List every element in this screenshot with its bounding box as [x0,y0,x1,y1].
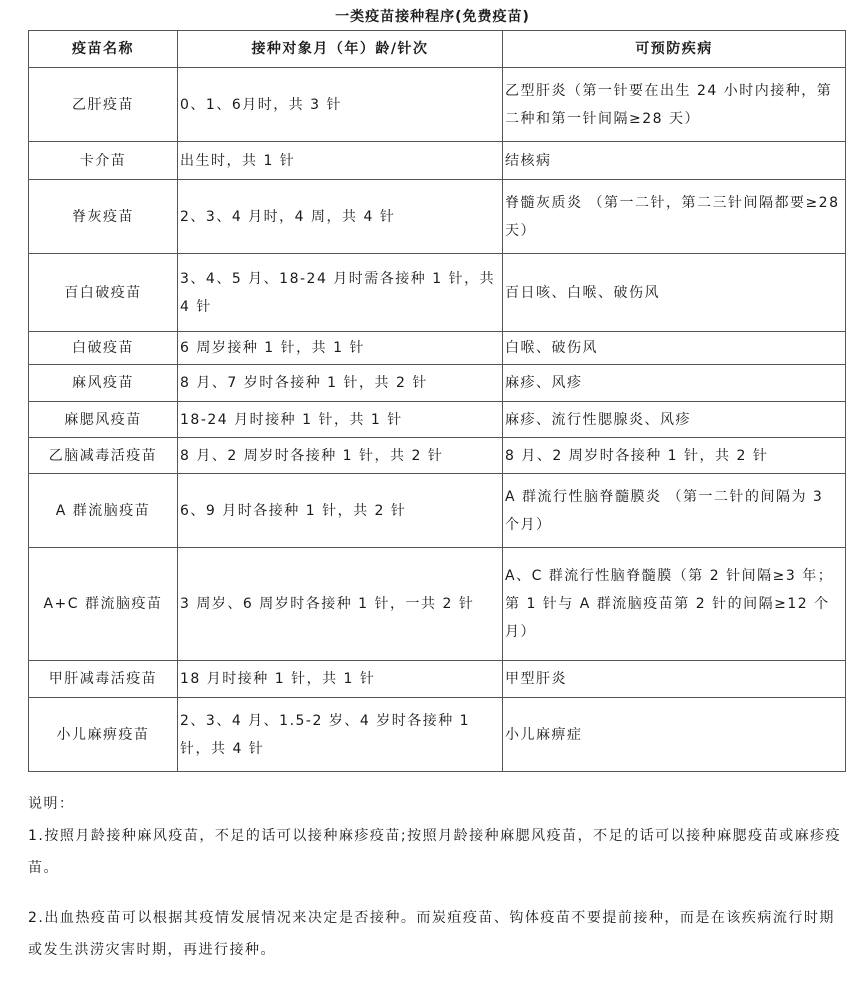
disease-cell: A、C 群流行性脑脊髓膜（第 2 针间隔≥3 年；第 1 针与 A 群流脑疫苗第 2 针的间隔≥12 个月） [503,548,846,661]
schedule-cell: 6 周岁接种 1 针，共 1 针 [178,332,503,365]
schedule-cell: 6、9 月时各接种 1 针，共 2 针 [178,474,503,548]
vaccine-name-cell: A+C 群流脑疫苗 [29,548,178,661]
disease-cell: 白喉、破伤风 [503,332,846,365]
table-row [29,68,846,142]
vaccine-name-cell: 小儿麻痹疫苗 [29,698,178,772]
schedule-cell: 18-24 月时接种 1 针，共 1 针 [178,402,503,438]
table-row [29,142,846,180]
vaccine-name-cell: 脊灰疫苗 [29,180,178,254]
table-row [29,254,846,332]
vaccine-name-cell: 乙肝疫苗 [29,68,178,142]
vaccine-name-cell: 百白破疫苗 [29,254,178,332]
schedule-cell: 2、3、4 月时，4 周，共 4 针 [178,180,503,254]
schedule-cell: 18 月时接种 1 针，共 1 针 [178,661,503,698]
table-header-row [29,31,846,68]
notes-heading: 说明： [28,796,75,812]
notes-section [28,788,850,966]
disease-cell: A 群流行性脑脊髓膜炎 （第一二针的间隔为 3 个月） [503,474,846,548]
disease-cell: 百日咳、白喉、破伤风 [503,254,846,332]
table-row [29,365,846,402]
disease-cell: 脊髓灰质炎 （第一二针，第二三针间隔都要≥28 天） [503,180,846,254]
disease-cell: 小儿麻痹症 [503,698,846,772]
schedule-cell: 8 月、2 周岁时各接种 1 针，共 2 针 [178,438,503,474]
column-header-schedule: 接种对象月（年）龄/针次 [178,31,503,68]
vaccine-name-cell: 麻腮风疫苗 [29,402,178,438]
disease-cell: 甲型肝炎 [503,661,846,698]
table-row [29,402,846,438]
schedule-cell: 8 月、7 岁时各接种 1 针，共 2 针 [178,365,503,402]
table-row [29,474,846,548]
schedule-cell: 出生时，共 1 针 [178,142,503,180]
vaccine-name-cell: A 群流脑疫苗 [29,474,178,548]
table-row [29,332,846,365]
note-item: 1.按照月龄接种麻风疫苗，不足的话可以接种麻疹疫苗;按照月龄接种麻腮风疫苗，不足的话可以接种麻腮疫苗或麻疹疫苗。 [28,828,842,876]
table-row [29,438,846,474]
schedule-cell: 0、1、6月时，共 3 针 [178,68,503,142]
page-title: 一类疫苗接种程序(免费疫苗) [335,9,530,25]
schedule-cell: 3、4、5 月、18-24 月时需各接种 1 针，共 4 针 [178,254,503,332]
schedule-cell: 2、3、4 月、1.5-2 岁、4 岁时各接种 1 针，共 4 针 [178,698,503,772]
vaccine-table [28,30,846,772]
schedule-cell: 3 周岁、6 周岁时各接种 1 针，一共 2 针 [178,548,503,661]
vaccine-name-cell: 卡介苗 [29,142,178,180]
vaccine-name-cell: 白破疫苗 [29,332,178,365]
table-row [29,180,846,254]
disease-cell: 乙型肝炎（第一针要在出生 24 小时内接种，第二种和第一针间隔≥28 天） [503,68,846,142]
table-row [29,698,846,772]
vaccine-name-cell: 乙脑减毒活疫苗 [29,438,178,474]
column-header-vaccine-name: 疫苗名称 [29,31,178,68]
disease-cell: 结核病 [503,142,846,180]
note-item: 2.出血热疫苗可以根据其疫情发展情况来决定是否接种。而炭疽疫苗、钩体疫苗不要提前接种，而是在该疾病流行时期或发生洪涝灾害时期，再进行接种。 [28,910,835,958]
table-row [29,661,846,698]
disease-cell: 麻疹、风疹 [503,365,846,402]
table-row [29,548,846,661]
vaccine-name-cell: 麻风疫苗 [29,365,178,402]
disease-cell: 麻疹、流行性腮腺炎、风疹 [503,402,846,438]
disease-cell: 8 月、2 周岁时各接种 1 针，共 2 针 [503,438,846,474]
vaccine-name-cell: 甲肝减毒活疫苗 [29,661,178,698]
column-header-disease: 可预防疾病 [503,31,846,68]
